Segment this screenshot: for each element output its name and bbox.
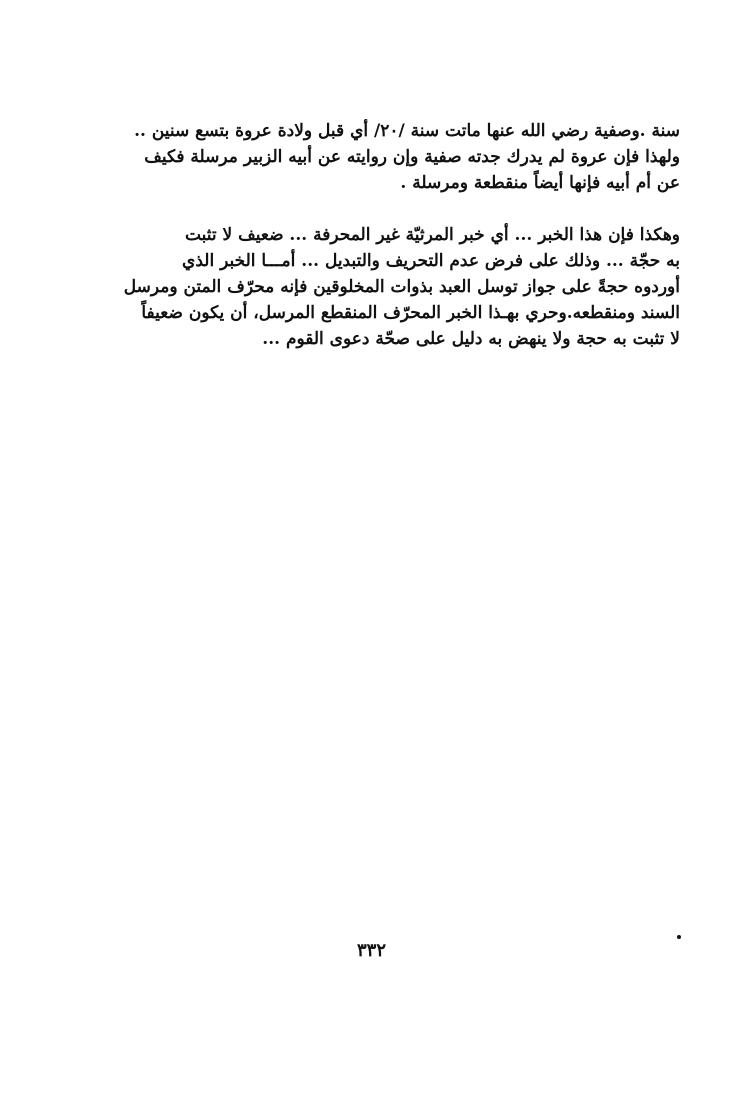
paragraph-1 bbox=[60, 118, 680, 196]
paragraph-line: لا تثبت به حجة ولا ينهض به دليل على صحّة دعوى القوم ... bbox=[262, 329, 680, 349]
paragraph-line: أوردوه حجةً على جواز توسل العبد بذوات المخلوقين فإنه محرّف المتن ومرسل bbox=[123, 277, 680, 297]
paragraph-line: سنة .وصفية رضي الله عنها ماتت سنة /٢٠/ أي قبل ولادة عروة بتسع سنين .. bbox=[134, 121, 680, 141]
paragraph-line: وهكذا فإن هذا الخبر ... أي خبر المرثيّة غير المحرفة ... ضعيف لا تثبت bbox=[184, 225, 680, 245]
paragraph-2 bbox=[60, 222, 680, 352]
paragraph-line: به حجّة ... وذلك على فرض عدم التحريف والتبديل ... أمـــا الخبر الذي bbox=[182, 251, 680, 271]
paragraph-line: عن أم أبيه فإنها أيضاً منقطعة ومرسلة . bbox=[400, 173, 680, 193]
page-number: ٣٣٢ bbox=[356, 940, 386, 961]
paragraph-line: ولهذا فإن عروة لم يدرك جدته صفية وإن روايته عن أبيه الزبير مرسلة فكيف bbox=[144, 147, 680, 167]
paragraph-line: السند ومنقطعه.وحري بهـذا الخبر المحرّف المنقطع المرسل، أن يكون ضعيفاً bbox=[141, 303, 680, 323]
scan-speck bbox=[677, 935, 681, 939]
